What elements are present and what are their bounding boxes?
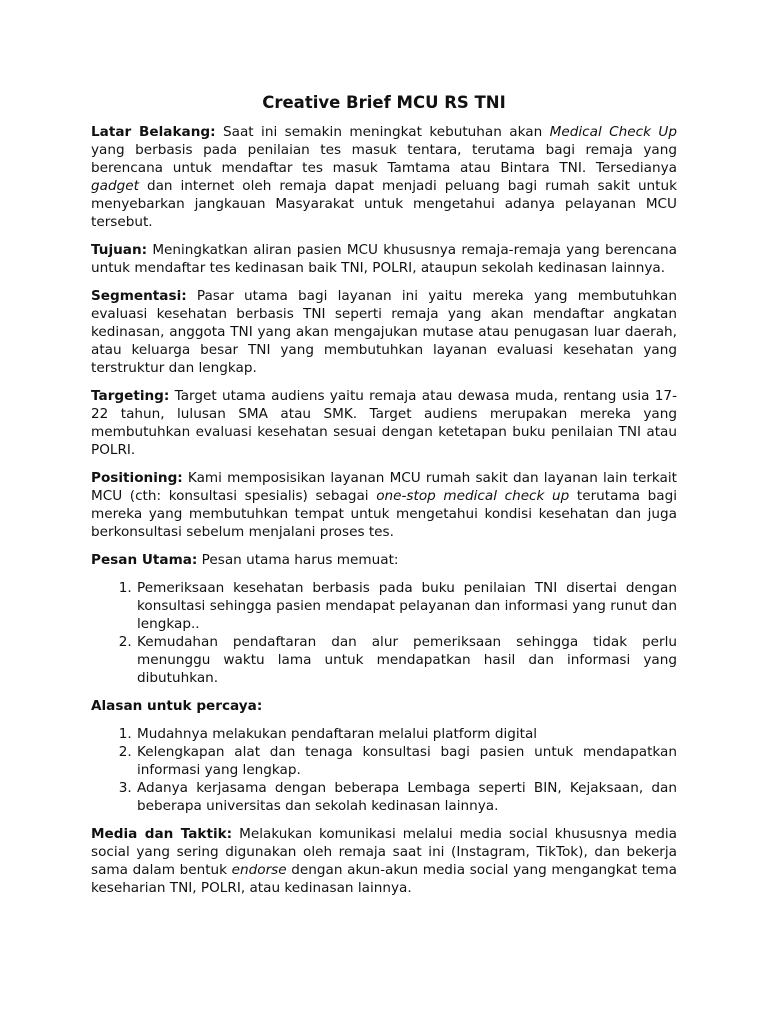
tujuan-label: Tujuan:	[91, 242, 148, 258]
list-item: 1. Pemeriksaan kesehatan berbasis pada buku penilaian TNI disertai dengan konsultasi sehingga pasien mendapat pelayanan dan informasi yang runut dan lengkap..	[136, 579, 677, 633]
latar-belakang-paragraph	[91, 123, 677, 231]
list-item: 2. Kelengkapan alat dan tenaga konsultasi bagi pasien untuk mendapatkan informasi yang lengkap.	[136, 743, 677, 779]
media-label: Media dan Taktik:	[91, 826, 233, 842]
media-paragraph	[91, 825, 677, 897]
latar-belakang-italic-2: gadget	[91, 178, 139, 194]
tujuan-text: Meningkatkan aliran pasien MCU khususnya remaja-remaja yang berencana untuk mendaftar tes kedinasan baik TNI, POLRI, ataupun sekolah kedinasan lainnya.	[91, 242, 677, 276]
latar-belakang-text-3: dan internet oleh remaja dapat menjadi peluang bagi rumah sakit untuk menyebarkan jangkauan Masyarakat untuk mengetahui adanya pelayanan MCU tersebut.	[91, 178, 677, 230]
document-title: Creative Brief MCU RS TNI	[262, 93, 506, 112]
pesan-utama-list	[91, 579, 677, 687]
pesan-utama-text: Pesan utama harus memuat:	[197, 552, 399, 568]
positioning-text-2: terutama bagi mereka yang membutuhkan tempat untuk mengetahui kondisi kesehatan dan juga berkonsultasi sebelum menjalani proses tes.	[91, 488, 677, 540]
latar-belakang-text-2: yang berbasis pada penilaian tes masuk tentara, terutama bagi remaja yang berencana untuk mendaftar tes masuk Tamtama atau Bintara TNI. Tersedianya	[91, 142, 677, 176]
latar-belakang-italic-1: Medical Check Up	[549, 124, 678, 140]
list-item: 3. Adanya kerjasama dengan beberapa Lembaga seperti BIN, Kejaksaan, dan beberapa universitas dan sekolah kedinasan lainnya.	[136, 779, 677, 815]
list-item: 1. Mudahnya melakukan pendaftaran melalui platform digital	[136, 725, 677, 743]
positioning-paragraph	[91, 469, 677, 541]
pesan-utama-label: Pesan Utama:	[91, 552, 198, 568]
alasan-paragraph	[91, 697, 677, 715]
latar-belakang-label: Latar Belakang:	[91, 124, 216, 140]
media-italic-1: endorse	[231, 862, 287, 878]
targeting-paragraph	[91, 387, 677, 459]
positioning-text-1: Kami memposisikan layanan MCU rumah sakit dan layanan lain terkait MCU (cth: konsultasi spesialis) sebagai	[91, 470, 677, 504]
alasan-list	[91, 725, 677, 815]
segmentasi-paragraph	[91, 287, 677, 377]
segmentasi-text: Pasar utama bagi layanan ini yaitu mereka yang membutuhkan evaluasi kesehatan berbasis TNI seperti remaja yang akan mendaftar angkatan kedinasan, anggota TNI yang akan mengajukan mutase atau penugasan luar daerah, atau keluarga besar TNI yang membutuhkan layanan evaluasi kesehatan yang terstruktur dan lengkap.	[91, 288, 677, 376]
positioning-italic-1: one-stop medical check up	[376, 488, 570, 504]
latar-belakang-text-1: Saat ini semakin meningkat kebutuhan akan	[215, 124, 550, 140]
targeting-text: Target utama audiens yaitu remaja atau dewasa muda, rentang usia 17-22 tahun, lulusan SMA atau SMK. Target audiens merupakan mereka yang membutuhkan evaluasi kesehatan sesuai dengan ketetapan buku penilaian TNI atau POLRI.	[91, 388, 677, 458]
targeting-label: Targeting:	[91, 388, 170, 404]
media-text-2: dengan akun-akun media social yang mengangkat tema keseharian TNI, POLRI, atau kedinasan lainnya.	[91, 862, 677, 896]
list-item: 2. Kemudahan pendaftaran dan alur pemeriksaan sehingga tidak perlu menunggu waktu lama untuk mendapatkan hasil dan informasi yang dibutuhkan.	[136, 633, 677, 687]
tujuan-paragraph	[91, 241, 677, 277]
positioning-label: Positioning:	[91, 470, 183, 486]
alasan-label: Alasan untuk percaya:	[91, 698, 263, 714]
segmentasi-label: Segmentasi:	[91, 288, 187, 304]
pesan-utama-paragraph	[91, 551, 677, 569]
document-page	[91, 92, 677, 907]
media-text-1: Melakukan komunikasi melalui media social khususnya media social yang sering digunakan oleh remaja saat ini (Instagram, TikTok), dan bekerja sama dalam bentuk	[91, 826, 677, 878]
